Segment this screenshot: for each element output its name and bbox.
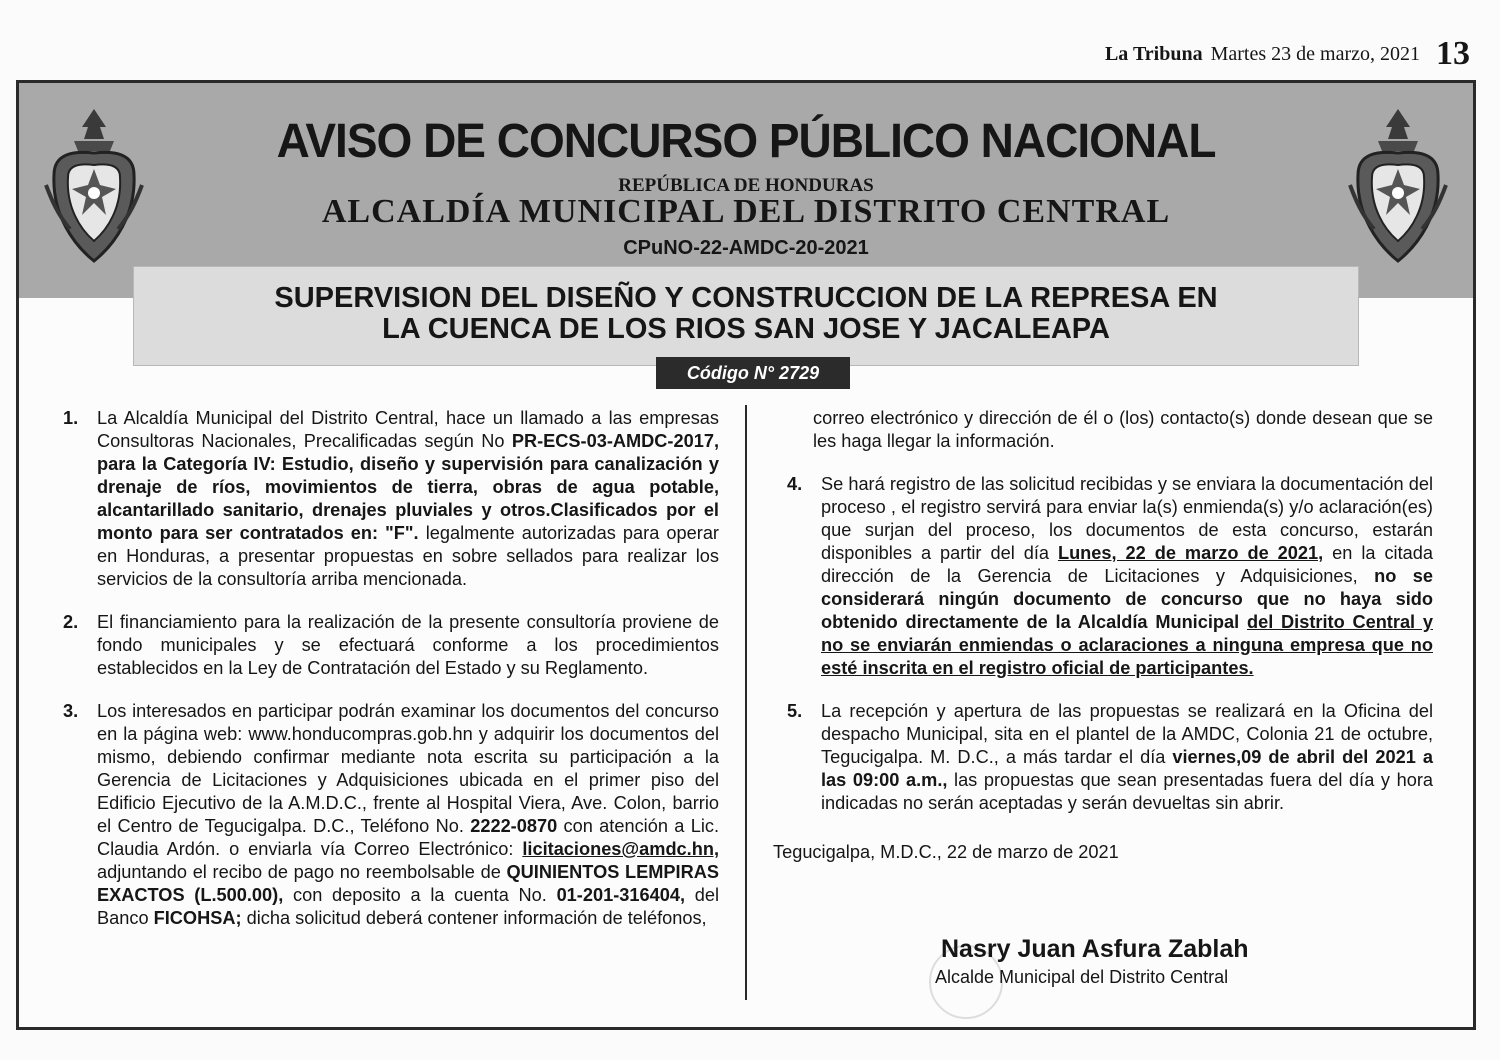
notice-frame	[16, 80, 1476, 1030]
clause-number: 2.	[63, 612, 79, 632]
page-number: 13	[1436, 35, 1470, 72]
clause-text	[97, 700, 719, 930]
code-badge: Código N° 2729	[656, 357, 850, 389]
clause-number: 4.	[787, 474, 803, 494]
numbered-clause	[55, 700, 719, 930]
bold-text: QUINIENTOS LEMPIRAS EXACTOS (L.500.00),	[97, 862, 720, 905]
project-title-line: SUPERVISION DEL DISEÑO Y CONSTRUCCION DE LA REPRESA EN	[274, 282, 1218, 314]
text-run: Se hará registro de las solicitud recibidas y se enviara la documentación del proceso , el registro servirá para enviar la(s) enmienda(s) y/o aclaración(es) que surjan del proceso, los documentos de esta concurso, estarán disponibles a partir del día	[821, 474, 1433, 563]
signer-title: Alcalde Municipal del Distrito Central	[935, 967, 1229, 987]
column-divider	[745, 405, 747, 1000]
clause-text	[821, 473, 1433, 680]
clause-number: 5.	[787, 701, 803, 721]
left-column	[55, 407, 719, 950]
text-run: dicha solicitud deberá contener información de teléfonos,	[241, 908, 707, 928]
country-name: REPÚBLICA DE HONDURAS	[618, 175, 874, 196]
newspaper-masthead	[1105, 32, 1470, 76]
availability-date: Lunes, 22 de marzo de 2021,	[1057, 543, 1324, 563]
publication-date: Martes 23 de marzo, 2021	[1210, 42, 1420, 65]
project-title	[19, 283, 1473, 345]
notice-title: AVISO DE CONCURSO PÚBLICO NACIONAL	[276, 112, 1216, 168]
account-number: 01-201-316404,	[556, 885, 685, 905]
bold-text: no se considerará ningún documento de concurso que no haya sido obtenido directamente de la Alcaldía Municipal	[821, 566, 1433, 632]
text-run: La recepción y apertura de las propuestas se realizará en la Oficina del despacho Municipal, sita en el plantel de la AMDC, Colonia 21 de octubre, Tegucigalpa. M. D.C., a más tardar el día	[821, 701, 1433, 767]
underlined-bold-text: del Distrito Central y no se enviarán enmiendas o aclaraciones a ninguna empresa que no esté inscrita en el registro oficial de participantes.	[821, 612, 1434, 678]
text-run: con deposito a la cuenta No.	[283, 885, 557, 905]
text-run: del Banco	[97, 885, 719, 928]
bank-name: FICOHSA;	[153, 908, 242, 928]
bold-text: PR-ECS-03-AMDC-2017, para la Categoría IV: Estudio, diseño y supervisión para canalización y drenaje de ríos, movimientos de tierra, obras de agua potable, alcantarillado sanitario, drenajes pluviales y otros.Clasificados por el monto para ser contratados en: "F".	[97, 431, 719, 543]
email-link[interactable]: licitaciones@amdc.hn,	[522, 839, 719, 859]
numbered-clause	[779, 700, 1433, 815]
text-run: La Alcaldía Municipal del Distrito Central, hace un llamado a las empresas Consultoras Nacionales, Precalificadas según No	[97, 408, 719, 451]
signer-name: Nasry Juan Asfura Zablah	[941, 935, 1249, 963]
project-title-line: LA CUENCA DE LOS RIOS SAN JOSE Y JACALEAPA	[382, 313, 1110, 345]
institution-name: ALCALDÍA MUNICIPAL DEL DISTRITO CENTRAL	[321, 193, 1171, 230]
text-run: las propuestas que sean presentadas fuera del día y hora indicadas no serán aceptadas y serán devueltas sin abrir.	[821, 770, 1433, 813]
clause-text	[97, 407, 719, 591]
publication-name: La Tribuna	[1104, 42, 1203, 65]
numbered-clause	[55, 407, 719, 591]
clause-number: 1.	[63, 408, 79, 428]
clause-text: El financiamiento para la realización de la presente consultoría proviene de fondo municipales y se efectuará conforme a los procedimientos establecidos en la Ley de Contratación del Estado y su Reglamento.	[97, 612, 719, 678]
text-run: legalmente autorizadas para operar en Honduras, a presentar propuestas en sobre sellados para realizar los servicios de la consultoría arriba mencionada.	[97, 523, 719, 589]
right-column	[773, 407, 1434, 864]
clause-number: 3.	[63, 701, 79, 721]
text-run: adjuntando el recibo de pago no reembolsable de	[97, 862, 507, 882]
place-date: Tegucigalpa, M.D.C., 22 de marzo de 2021	[773, 842, 1119, 862]
text-run: en la citada dirección de la Gerencia de Licitaciones y Adquisiciones,	[821, 543, 1433, 586]
numbered-clause	[55, 611, 719, 680]
phone-number: 2222-0870	[470, 816, 558, 836]
text-run: Los interesados en participar podrán examinar los documentos del concurso en la página web: www.honducompras.gob.hn y adquirir los documentos del mismo, debiendo confirmar mediante nota escrita su participación a la Gerencia de Licitaciones y Adquisiciones ubicada en el primer piso del Edificio Ejecutivo de la A.M.D.C., frente al Hospital Viera, Ave. Colon, barrio el Centro de Tegucigalpa. D.C., Teléfono No.	[97, 701, 719, 836]
text-run: con atención a Lic. Claudia Ardón. o enviarla vía Correo Electrónico:	[97, 816, 720, 859]
numbered-clause	[779, 473, 1433, 680]
clause-continuation: correo electrónico y dirección de él o (los) contacto(s) donde desean que se les haga llegar la información.	[813, 408, 1433, 451]
clause-text	[821, 700, 1433, 815]
deadline-date: viernes,09 de abril del 2021 a las 09:00 a.m.,	[821, 747, 1433, 790]
process-code: CPuNO-22-AMDC-20-2021	[623, 237, 869, 259]
